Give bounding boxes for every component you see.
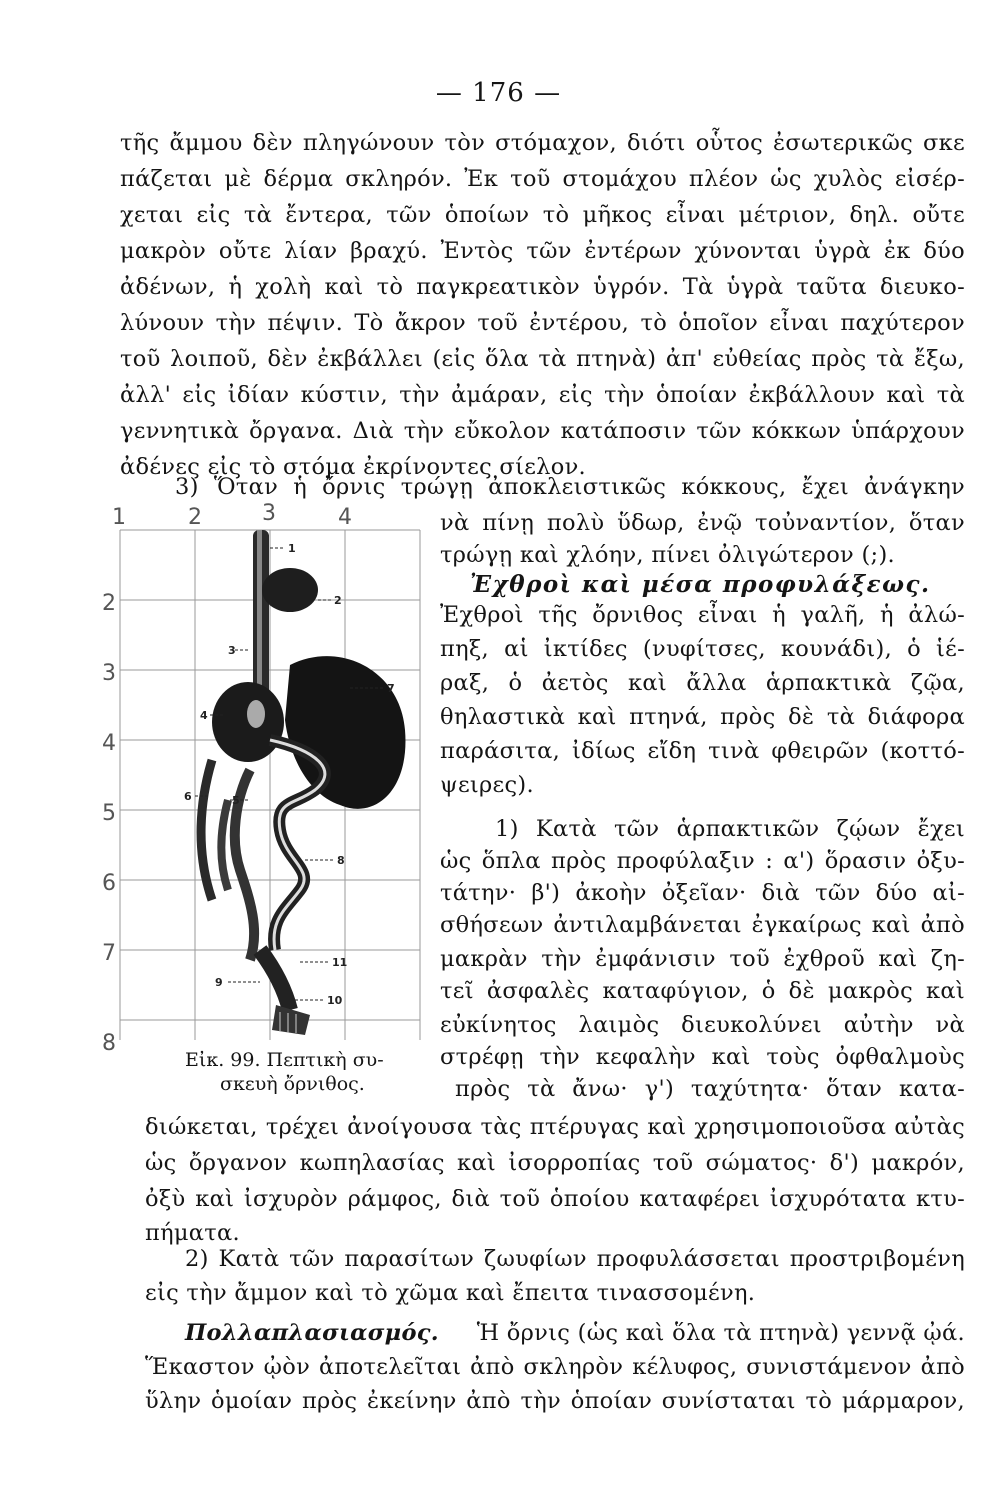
text-line: πρὸς τὰ ἄνω· γ') ταχύτητα· ὅταν κατα- bbox=[455, 1076, 965, 1102]
text-line: σθήσεων ἀντιλαμβάνεται ἐγκαίρως καὶ ἀπὸ bbox=[440, 912, 965, 938]
figure-label: 3 bbox=[228, 644, 236, 657]
figure-label: 5 bbox=[232, 794, 240, 807]
text-line: 2) Κατὰ τῶν παρασίτων ζωυφίων προφυλάσσεται προστριβομένη bbox=[185, 1246, 965, 1272]
text-line: ψειρες). bbox=[440, 772, 534, 798]
figure-caption-line: Εἰκ. 99. Πεπτικὴ συ- bbox=[185, 1049, 384, 1071]
text-line: ἀδένες εἰς τὸ στόμα ἐκρίνοντες σίελον. bbox=[120, 454, 587, 480]
figure-label: 10 bbox=[327, 994, 343, 1007]
text-line: τεῖ ἀσφαλὲς καταφύγιον, ὁ δὲ μακρὸς καὶ bbox=[440, 978, 965, 1004]
page-number: — 176 — bbox=[435, 78, 562, 108]
grid-number: 4 bbox=[338, 505, 352, 530]
text-line: πηξ, αἱ ἰκτίδες (νυφίτσες, κουνάδι), ὁ ἱέ- bbox=[440, 636, 965, 662]
grid-number: 7 bbox=[102, 941, 116, 966]
text-line: ἀδένων, ἡ χολὴ καὶ τὸ παγκρεατικὸν ὑγρόν. Τὰ ὑγρὰ ταῦτα διευκο- bbox=[120, 274, 965, 300]
text-line: εἰς τὴν ἄμμον καὶ τὸ χῶμα καὶ ἔπειτα τινασσομένη. bbox=[145, 1280, 756, 1306]
text-line bbox=[185, 1318, 965, 1348]
text-line: εὐκίνητος λαιμὸς διευκολύνει αὐτὴν νὰ bbox=[440, 1012, 965, 1038]
figure-label: 2 bbox=[334, 594, 342, 607]
figure-label: 6 bbox=[184, 790, 192, 803]
text-line: ἀλλ' εἰς ἰδίαν κύστιν, τὴν ἀμάραν, εἰς τὴν ὁποίαν ἐκβάλλουν καὶ τὰ bbox=[120, 382, 965, 408]
grid-number: 5 bbox=[102, 801, 116, 826]
figure-label: 8 bbox=[337, 854, 345, 867]
grid-number: 2 bbox=[102, 591, 116, 616]
text-line: πάζεται μὲ δέρμα σκληρόν. Ἐκ τοῦ στομάχου πλέον ὡς χυλὸς εἰσέρ- bbox=[120, 166, 965, 192]
text-line: μακρὸν οὔτε λίαν βραχύ. Ἐντὸς τῶν ἐντέρων χύνονται ὑγρὰ ἐκ δύο bbox=[120, 238, 965, 264]
text-line: πήματα. bbox=[145, 1220, 240, 1246]
text-line: ὡς ὅπλα πρὸς προφύλαξιν : α') ὅρασιν ὀξυ- bbox=[440, 848, 965, 874]
text-line: τρώγῃ καὶ χλόην, πίνει ὀλιγώτερον (;). bbox=[440, 542, 895, 568]
text-line: Ἐχθροὶ τῆς ὄρνιθος εἶναι ἡ γαλῆ, ἡ ἀλώ- bbox=[440, 602, 965, 628]
figure-label: 7 bbox=[387, 682, 395, 695]
multiplication-text: Ἡ ὄρνις (ὡς καὶ ὅλα τὰ πτηνὰ) γεννᾷ ᾠά. bbox=[476, 1320, 965, 1346]
grid-number: 3 bbox=[262, 501, 276, 526]
multiplication-term: Πολλαπλασιασμός. bbox=[185, 1320, 439, 1346]
grid-number: 6 bbox=[102, 871, 116, 896]
grid-number: 8 bbox=[102, 1031, 116, 1056]
grid-number: 2 bbox=[188, 505, 202, 530]
text-line: ραξ, ὁ ἀετὸς καὶ ἄλλα ἁρπακτικὰ ζῷα, bbox=[440, 670, 965, 696]
text-line: τάτην· β') ἀκοὴν ὀξεῖαν· διὰ τῶν δύο αἰ- bbox=[440, 880, 965, 906]
text-line: διώκεται, τρέχει ἀνοίγουσα τὰς πτέρυγας καὶ χρησιμοποιοῦσα αὐτὰς bbox=[145, 1114, 965, 1140]
figure-label: 11 bbox=[332, 956, 348, 969]
grid-number: 1 bbox=[112, 505, 126, 530]
text-line: νὰ πίνῃ πολὺ ὕδωρ, ἐνῷ τοὐναντίον, ὅταν bbox=[440, 510, 965, 536]
text-line: θηλαστικὰ καὶ πτηνά, πρὸς δὲ τὰ διάφορα bbox=[440, 704, 965, 730]
text-line: 3) Ὅταν ἡ ὄρνις τρώγῃ ἀποκλειστικῶς κόκκους, ἔχει ἀνάγκην bbox=[175, 474, 965, 500]
text-line: 1) Κατὰ τῶν ἁρπακτικῶν ζῴων ἔχει bbox=[495, 816, 965, 842]
text-line: ὡς ὄργανον κωπηλασίας καὶ ἰσορροπίας τοῦ σώματος· δ') μακρόν, bbox=[145, 1150, 965, 1176]
text-line: μακρὰν τὴν ἐμφάνισιν τοῦ ἐχθροῦ καὶ ζη- bbox=[440, 946, 965, 972]
figure-label: 4 bbox=[200, 709, 208, 722]
figure-caption-line: σκευὴ ὄρνιθος. bbox=[220, 1073, 365, 1095]
text-line: τῆς ἄμμου δὲν πληγώνουν τὸν στόμαχον, διότι οὗτος ἐσωτερικῶς σκε bbox=[120, 130, 965, 156]
text-line: λύνουν τὴν πέψιν. Τὸ ἄκρον τοῦ ἐντέρου, τὸ ὁποῖον εἶναι παχύτερον bbox=[120, 310, 965, 336]
text-line: ὀξὺ καὶ ἰσχυρὸν ράμφος, διὰ τοῦ ὁποίου καταφέρει ἰσχυρότατα κτυ- bbox=[145, 1186, 965, 1212]
text-line: γεννητικὰ ὄργανα. Διὰ τὴν εὔκολον κατάποσιν τῶν κόκκων ὑπάρχουν bbox=[120, 418, 965, 444]
text-line: στρέφῃ τὴν κεφαλὴν καὶ τοὺς ὀφθαλμοὺς bbox=[440, 1044, 965, 1070]
text-line: χεται εἰς τὰ ἔντερα, τῶν ὁποίων τὸ μῆκος εἶναι μέτριον, δηλ. οὔτε bbox=[120, 202, 965, 228]
text-line: παράσιτα, ἰδίως εἴδη τινὰ φθειρῶν (κοττό- bbox=[440, 738, 965, 764]
text-line: ὕλην ὁμοίαν πρὸς ἐκείνην ἀπὸ τὴν ὁποίαν συνίσταται τὸ μάρμαρον, bbox=[145, 1388, 965, 1414]
text-line: Ἕκαστον ᾠὸν ἀποτελεῖται ἀπὸ σκληρὸν κέλυφος, συνιστάμενον ἀπὸ bbox=[145, 1354, 965, 1380]
text-line: τοῦ λοιποῦ, δὲν ἐκβάλλει (εἰς ὅλα τὰ πτηνὰ) ἀπ' εὐθείας πρὸς τὰ ἔξω, bbox=[120, 346, 965, 372]
figure-label: 9 bbox=[215, 976, 223, 989]
digestive-system-illustration bbox=[100, 500, 440, 1060]
organs-drawing bbox=[201, 530, 405, 1035]
figure-digestive-system bbox=[100, 500, 440, 1060]
grid-number: 4 bbox=[102, 731, 116, 756]
section-heading: Ἐχθροὶ καὶ μέσα προφυλάξεως. bbox=[470, 571, 931, 598]
grid-number: 3 bbox=[102, 661, 116, 686]
figure-label: 1 bbox=[288, 542, 296, 555]
